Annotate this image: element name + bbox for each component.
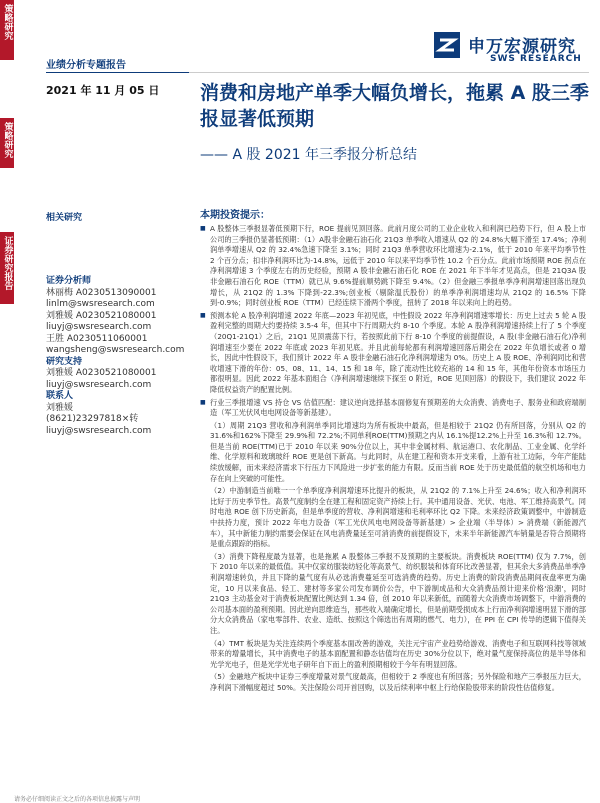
sub-paragraph: （2）中游制造当前唯一一个单季度净利润增速环比提升的板块，从 21Q2 的 7.1%上升至 24.6%；收入和净利润环比好于历史季节性。高景气度制约全在建工程和固定资产持续上行。其中通用设备、光伏、电池、军工维持高景气。同时电池 ROE 创下历史新高，但是单季度的营收、净利润增速和毛利率环比 Q2 下降。未来经济政策调整中，中游制造中扶持力度，预计 2022 年电力设备（军工光伏风电电网设备等新基建）> 企业端（半导体）> 消费端（新能源汽车），其中新能力制约需要会保证在风电消费量延至可消消费的前提假设下，未来半年新能源汽车销量是否符合预期将是重点跟踪的指标。	[210, 486, 586, 549]
sub-paragraph: （1）周期 21Q3 营收和净利润单季同比增速均为所有板块中最高，但是相较于 21Q2 仍有所回落，分别从 Q2 的 31.6%和162%下降至 29.9%和 72.2%;不同单利ROE(TTM)预期之内从 16.1%提12.2%上升至 16.3%和 12.7%。但是当前 ROE(TTM)已于 2010 年以来 90%分位以上，其中非金属材料、航运港口、农化制品、工业金属、化学纤维、化学原料和玻璃玻纤 ROE 更是创下新高。与此同时，从在建工程和资本开支来看，上游有社工边际，今年产能陆续放缓解，而未来经济需求下行压力下风险进一步扩张的能力有限。反而当前 ROE 处于历史最低值的航空机场和电力存在向上突破的可能性。	[210, 420, 586, 483]
analyst-line: linlm@swsresearch.com	[46, 299, 155, 309]
assist-line: 刘雅媛 A0230521080001	[46, 368, 157, 378]
assist-label: 研究支持	[46, 356, 83, 367]
sub-paragraph: （5）金融地产板块中证券三季度增量对景气度最高，但相较于 2 季度也有所回落；另外保险和地产三季报压力巨大，净利润下滑幅度超过 50%。关注保险公司开首回购，以及后续利率中枢上行给保险股带来的阶段性估值修复。	[210, 672, 586, 692]
sidebar-tab-strategy-1	[0, 0, 14, 60]
paragraph: ■ A 股整体三季报显著低预期下行，ROE 提前见顶回落。此前月度公司的工业企业收入和利润已趋势下行，但 A 股上市公司的三季报仍显著低预期：（1）A股非金融石油石化 21Q3 单季收入增速从 Q2 的 24.8%大幅下滑至 17.4%；净利润单季增速从 Q2 的 32.4%急速下降至 3.1%；同时 21Q3 单季营收环比增速为-2.1%，低于 2010 年来平均季节性 2 个百分点；扣非净利润环比为-14.8%，远低于 2010 年以来平均季节性 10.2 个百分点。此前市场预期 ROE 拐点在净利润增速 3 个季度左右的历史经验，预期 A 股非金融石油石化 ROE 在 2021 年下半年才见高点，但是 21Q3A 股非金融石油石化 ROE（TTM）就已从 9.6%提前顺势跳下降至 9.4%。（2）但金融三季报单季净利润增速回落出现负增长，从 21Q2 的 1.3% 下降到-22.3%;创业板（剔除温氏股份）的单季净利润增速均从 21Q2 的 16.5% 下降到-0.9%；同时创业板 ROE（TTM）已经连续下滑两个季度，扭转了 2018 年以来向上的趋势。	[200, 224, 586, 309]
logo	[432, 28, 592, 68]
page-subtitle: —— A 股 2021 年三季报分析总结	[200, 147, 418, 163]
sidebar-tab-label: 策略研究	[2, 122, 13, 158]
page-title: 消费和房地产单季大幅负增长，拖累 A 股三季报显著低预期	[200, 82, 589, 130]
analysts-label: 证券分析师	[46, 276, 92, 286]
sidebar-tab-report	[0, 232, 14, 304]
analyst-line: 林丽梅 A0230513090001	[46, 287, 157, 298]
contact-line: 刘雅媛	[46, 402, 74, 413]
section-heading: 本期投资提示：	[200, 210, 270, 221]
related-research-label: 相关研究	[46, 213, 83, 223]
report-type: 业绩分析专题报告	[46, 60, 126, 71]
analyst-line: 王胜 A0230511060001	[46, 333, 148, 344]
sub-paragraph: （4）TMT 板块是为关注连续两个季度基本面改善的游戏，关注元宇宙产业趋势给游戏、消费电子和互联网科技等领域带来的增量增长，其中消费电子的基本面配置和静态估值均在历史 30%分位以下，绝对量气度保持高位的是半导体和光学光电子，但是光学光电子研年自下而上的盈利预期相较于今年有明显回落。	[210, 638, 586, 669]
body-text	[200, 224, 586, 696]
sub-paragraph: （3）消费下降程度最为显著，也是拖累 A 股整体三季报不及预期的主要板块。消费板块 ROE(TTM) 仅为 7.7%，创下 2010 年以来的最低值。其中仅家纺服装纺轻化等高景气、纺织服装和体育环比改善显著，但其余大多消费品单季净利润增速转负，并且下降的量气度有从必选消费蔓延至可选消费的趋势。历史上消费的阶段消费品期间夜盘率更为确定，10 月以来食品、轻工、建材等多家公司发布调价公告，中下游制成品和大众消费品预计迎来价格'浪潮'，同时 21Q3 主动基金对于消费板块配置比例达到 1.34 倍，创 2010 年以来新低，而随着大众消费市场调整下，中游消费的公司基本面的盈利预期。因此逆向思维造当，那些收入端确定增长，但是前期受损成本上行而净利润增速明显下滑的部分大众消费品（家电零部件、农业、造纸、按照这个筛选出有周期的燃气、电力），在 PPI 在 CPI 传导的逻辑下值得关注。	[210, 551, 586, 635]
logo-mark-icon	[432, 30, 462, 60]
paragraph: ■ 行业三季报增速 VS 持仓 VS 估值匹配：建议逆向选择基本面修复有预期差的大众消费、消费电子、服务业和政府端制造（军工光伏风电电网设备等新基建）。	[200, 398, 586, 419]
report-date: 2021 年 11 月 05 日	[46, 84, 160, 97]
analyst-line: 刘雅媛 A0230521080001	[46, 310, 157, 321]
analyst-line: liuyj@swsresearch.com	[46, 322, 152, 332]
footer-disclaimer: 请务必仔细阅读正文之后的各项信息披露与声明	[14, 796, 141, 803]
contact-label: 联系人	[46, 391, 74, 401]
logo-en: SWS RESEARCH	[490, 54, 582, 64]
contact-line: (8621)23297818×转	[46, 414, 139, 424]
sidebar-tab-strategy-2	[0, 118, 14, 168]
header-rule	[46, 72, 189, 73]
assist-line: liuyj@swsresearch.com	[46, 379, 152, 390]
paragraph: ■ 预测本轮 A 股净利润增速 2022 年底—2023 年初见底，中性假设 2022 年净利润增速零增长：历史上过去 5 轮 A 股盈利完整的周期大约要持续 3.5-4 年，但其中下行周期大约 8-10 个季度。本轮 A 股净利润增速持续上行了 5 个季度（20Q1-21Q1）之后，21Q1 见顶震荡下行，若按照此前下行 8-10 个季度的前提假设，A 股(非金融石油石化)净利润增速至少要在 2022 年底或 2023 年初见底。并且此前每轮都有利润增速回落后期会在 2022 年负增长或者 0 增长，因此中性假设下，我们预计 2022 年 A 股非金融石油石化净利润增速为 0%。历史上 A 股 ROE、净利润同比和营收增速下滑的年份：05、08、11、14、15 和 18 年，除了流动性比较充裕的 14 和 15 年，其他年份资本市场压力都很明显。因此 2022 年基本面组合（净利润增速继续下探至 0 附近，ROE 见顶回落）的假设下，我们建议 2022 年降低权益资产的配置比例。	[200, 311, 586, 396]
contact-line: liuyj@swsresearch.com	[46, 425, 152, 436]
logo-cn: 申万宏源研究	[468, 37, 576, 57]
contacts-panel	[46, 276, 186, 437]
analyst-line: wangsheng@swsresearch.com	[46, 345, 185, 355]
sidebar-tab-label: 证券研究报告	[2, 236, 13, 290]
header-rule-light	[189, 72, 589, 73]
sidebar-tab-label: 策略研究	[2, 4, 13, 40]
